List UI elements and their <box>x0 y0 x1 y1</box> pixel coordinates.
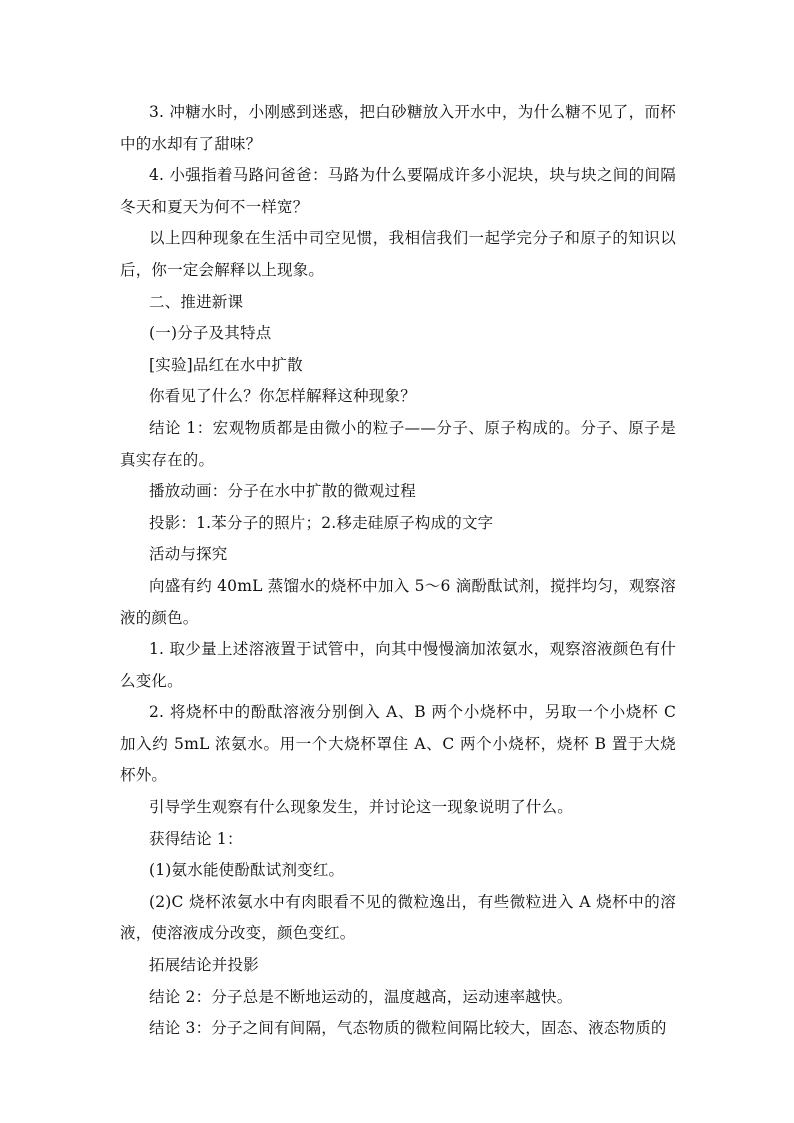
activity-heading: 活动与探究 <box>149 545 228 564</box>
paragraph-step-1: 1. 取少量上述溶液置于试管中，向其中慢慢滴加浓氨水，观察溶液颜色有什么变化。 <box>120 640 676 690</box>
paragraph-projection: 投影：1.苯分子的照片；2.移走硅原子构成的文字 <box>149 513 494 532</box>
paragraph-step-2: 2. 将烧杯中的酚酞溶液分别倒入 A、B 两个小烧杯中，另取一个小烧杯 C 加入约 5mL 浓氨水。用一个大烧杯罩住 A、C 两个小烧杯，烧杯 B 置于大烧杯外。 <box>120 703 676 785</box>
paragraph-result-1: (1)氨水能使酚酞试剂变红。 <box>149 861 345 880</box>
experiment-title: [实验]品红在水中扩散 <box>149 355 303 374</box>
paragraph-guide-students: 引导学生观察有什么现象发生，并讨论这一现象说明了什么。 <box>149 798 573 817</box>
paragraph-question-4: 4. 小强指着马路问爸爸：马路为什么要隔成许多小泥块，块与块之间的间隔冬天和夏天为何不一样宽？ <box>120 166 676 216</box>
paragraph-result-2: (2)C 烧杯浓氨水中有肉眼看不见的微粒逸出，有些微粒进入 A 烧杯中的溶液，使溶液成分改变，颜色变红。 <box>120 892 676 943</box>
paragraph-conclusion-1: 结论 1：宏观物质都是由微小的粒子——分子、原子构成的。分子、原子是真实存在的。 <box>120 418 676 469</box>
paragraph-question-observe: 你看见了什么？你怎样解释这种现象？ <box>149 387 416 406</box>
paragraph-conclusion-3: 结论 3：分子之间有间隔，气态物质的微粒间隔比较大，固态、液态物质的 <box>149 1019 667 1038</box>
paragraph-extend-heading: 拓展结论并投影 <box>149 956 259 975</box>
paragraph-conclusion-2: 结论 2：分子总是不断地运动的，温度越高，运动速率越快。 <box>149 987 573 1006</box>
paragraph-intro-summary: 以上四种现象在生活中司空见惯，我相信我们一起学完分子和原子的知识以后，你一定会解释以上现象。 <box>120 229 676 279</box>
subsection-heading-molecules: (一)分子及其特点 <box>149 324 272 343</box>
document-body <box>120 97 676 1045</box>
section-heading-new-lesson: 二、推进新课 <box>149 292 244 311</box>
paragraph-animation: 播放动画：分子在水中扩散的微观过程 <box>149 482 416 501</box>
paragraph-activity-step: 向盛有约 40mL 蒸馏水的烧杯中加入 5～6 滴酚酞试剂，搅拌均匀，观察溶液的颜色。 <box>120 576 676 627</box>
paragraph-question-3: 3. 冲糖水时，小刚感到迷惑，把白砂糖放入开水中，为什么糖不见了，而杯中的水却有了甜味？ <box>120 103 676 153</box>
paragraph-result-heading: 获得结论 1： <box>149 829 243 848</box>
